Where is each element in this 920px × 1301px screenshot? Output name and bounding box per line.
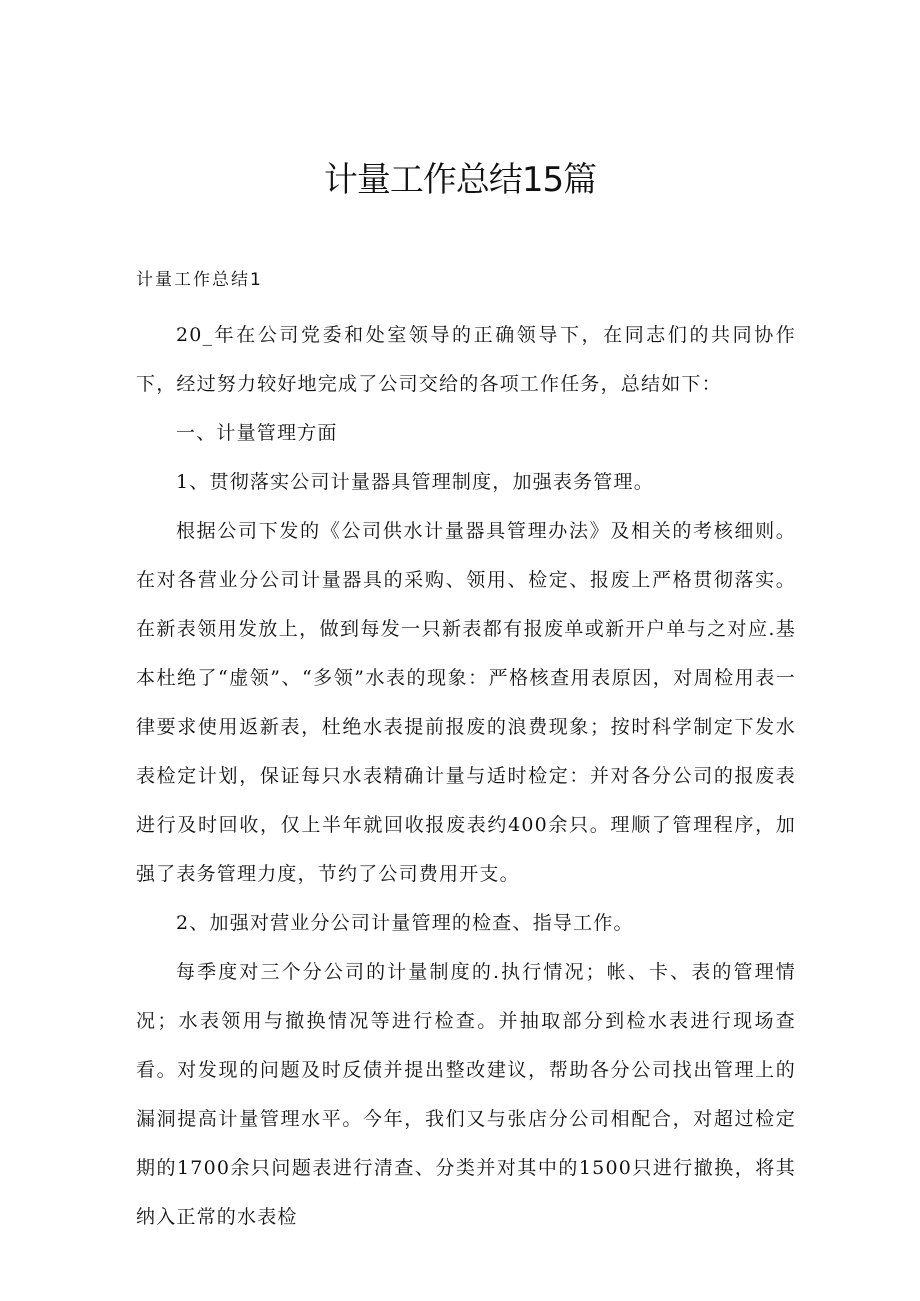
paragraph-body-1: 根据公司下发的《公司供水计量器具管理办法》及相关的考核细则。在对各营业分公司计量器具的采购、领用、检定、报废上严格贯彻落实。在新表领用发放上，做到每发一只新表都有报废单或新开户单与之对应.基本杜绝了“虚领”、“多领”水表的现象：严格核查用表原因，对周检用表一律要求使用返新表，杜绝水表提前报废的浪费现象；按时科学制定下发水表检定计划，保证每只水表精确计量与适时检定：并对各分公司的报废表进行及时回收，仅上半年就回收报废表约400余只。理顺了管理程序，加强了表务管理力度，节约了公司费用开支。 [136,520,796,885]
paragraph-subheading-1: 1、贯彻落实公司计量器具管理制度，加强表务管理。 [176,471,654,493]
paragraph-subheading-2: 2、加强对营业分公司计量管理的检查、指导工作。 [176,912,634,934]
section-heading: 计量工作总结1 [136,270,263,290]
paragraph-body-2: 每季度对三个分公司的计量制度的.执行情况；帐、卡、表的管理情况；水表领用与撤换情况等进行检查。并抽取部分到检水表进行现场查看。对发现的问题及时反债并提出整改建议，帮助各分公司找出管理上的漏洞提高计量管理水平。今年，我们又与张店分公司相配合，对超过检定期的1700余只问题表进行清查、分类并对其中的1500只进行撤换，将其纳入正常的水表检 [136,961,796,1228]
paragraph-intro: 20_年在公司党委和处室领导的正确领导下，在同志们的共同协作下，经过努力较好地完成了公司交给的各项工作任务，总结如下： [136,324,796,395]
document-title: 计量工作总结15篇 [323,160,597,200]
paragraph-heading-1: 一、计量管理方面 [176,422,338,444]
